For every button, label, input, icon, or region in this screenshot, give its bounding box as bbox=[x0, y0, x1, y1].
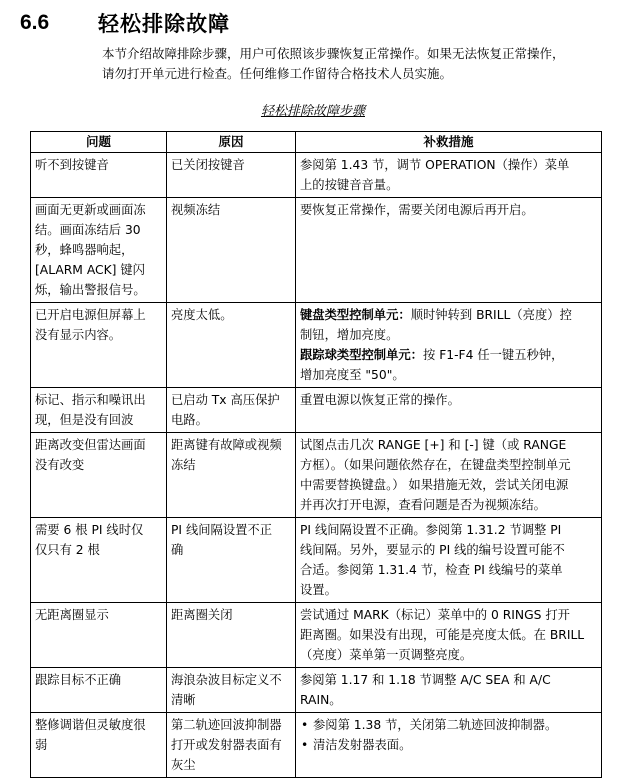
table-row bbox=[31, 388, 602, 433]
table-row bbox=[31, 198, 602, 303]
text-span: 按 F1-F4 任一键五秒钟， bbox=[422, 348, 564, 362]
text-line: 结。画面冻结后 30 bbox=[35, 223, 141, 237]
cause-cell bbox=[167, 153, 296, 198]
header-cause: 原因 bbox=[167, 132, 296, 153]
text-line: 方框）。（如果问题依然存在，在键盘类型控制单元 bbox=[300, 458, 571, 472]
table-row bbox=[31, 518, 602, 603]
text-line: 距离键有故障或视频 bbox=[171, 438, 282, 452]
cause-cell bbox=[167, 713, 296, 778]
text-line: 重置电源以恢复正常的操作。 bbox=[300, 393, 460, 407]
section-title: 轻松排除故障 bbox=[98, 12, 230, 36]
text-line: 跟踪目标不正确 bbox=[35, 673, 122, 687]
text-line: 冻结 bbox=[171, 458, 196, 472]
cause-cell bbox=[167, 668, 296, 713]
header-remedy: 补救措施 bbox=[296, 132, 602, 153]
text-line: 亮度太低。 bbox=[171, 308, 233, 322]
problem-cell bbox=[31, 388, 167, 433]
section-heading bbox=[20, 6, 230, 40]
problem-cell bbox=[31, 303, 167, 388]
cause-cell bbox=[167, 603, 296, 668]
problem-cell bbox=[31, 433, 167, 518]
table-row bbox=[31, 433, 602, 518]
problem-cell bbox=[31, 153, 167, 198]
remedy-cell bbox=[296, 433, 602, 518]
table-row bbox=[31, 153, 602, 198]
text-line: 上的按键音音量。 bbox=[300, 178, 399, 192]
problem-cell bbox=[31, 198, 167, 303]
cause-cell bbox=[167, 518, 296, 603]
remedy-cell bbox=[296, 713, 602, 778]
bullet-item: • 清洁发射器表面。 bbox=[300, 735, 597, 755]
text-line: 参阅第 1.43 节，调节 OPERATION（操作）菜单 bbox=[300, 158, 570, 172]
cause-cell bbox=[167, 303, 296, 388]
text-line: 已关闭按键音 bbox=[171, 158, 245, 172]
text-line: 增加亮度至 "50"。 bbox=[300, 368, 405, 382]
remedy-cell bbox=[296, 668, 602, 713]
text-line: 电路。 bbox=[171, 413, 208, 427]
problem-cell bbox=[31, 713, 167, 778]
remedy-cell bbox=[296, 518, 602, 603]
text-line: 要恢复正常操作，需要关闭电源后再开启。 bbox=[300, 203, 534, 217]
text-line: 并再次打开电源，查看问题是否为视频冻结。 bbox=[300, 498, 546, 512]
text-line: 距离圈。如果没有出现，可能是亮度太低。在 BRILL bbox=[300, 628, 585, 642]
text-line: 整修调谐但灵敏度很 bbox=[35, 718, 146, 732]
text-line: 弱 bbox=[35, 738, 48, 752]
intro-paragraph bbox=[102, 44, 607, 84]
text-line: 仅只有 2 根 bbox=[35, 543, 100, 557]
header-problem: 问题 bbox=[31, 132, 167, 153]
text-line: 没有显示内容。 bbox=[35, 328, 122, 342]
text-span: 顺时钟转到 BRILL（亮度）控 bbox=[410, 308, 572, 322]
remedy-cell bbox=[296, 153, 602, 198]
intro-line: 请勿打开单元进行检查。任何维修工作留待合格技术人员实施。 bbox=[102, 66, 453, 81]
text-line: 制钮，增加亮度。 bbox=[300, 328, 399, 342]
text-line bbox=[300, 345, 597, 365]
problem-cell bbox=[31, 518, 167, 603]
table-header-row bbox=[31, 132, 602, 153]
remedy-cell bbox=[296, 603, 602, 668]
text-line: 设置。 bbox=[300, 583, 337, 597]
problem-cell bbox=[31, 668, 167, 713]
text-line: 已启动 Tx 高压保护 bbox=[171, 393, 280, 407]
text-line: 第二轨迹回波抑制器 bbox=[171, 718, 282, 732]
remedy-cell bbox=[296, 388, 602, 433]
cause-cell bbox=[167, 198, 296, 303]
text-line: 距离改变但雷达画面 bbox=[35, 438, 146, 452]
text-line bbox=[300, 305, 597, 325]
text-line: 尝试通过 MARK（标记）菜单中的 0 RINGS 打开 bbox=[300, 608, 570, 622]
intro-line: 本节介绍故障排除步骤，用户可依照该步骤恢复正常操作。如果无法恢复正常操作， bbox=[102, 46, 565, 61]
section-number: 6.6 bbox=[20, 11, 50, 34]
text-line: 需要 6 根 PI 线时仅 bbox=[35, 523, 144, 537]
text-line: 试图点击几次 RANGE [+] 和 [-] 键（或 RANGE bbox=[300, 438, 567, 452]
bullet-item: • 参阅第 1.38 节，关闭第二轨迹回波抑制器。 bbox=[300, 715, 597, 735]
table-row bbox=[31, 303, 602, 388]
text-line: 海浪杂波目标定义不 bbox=[171, 673, 282, 687]
cause-cell bbox=[167, 433, 296, 518]
text-line: 标记、指示和噪讯出 bbox=[35, 393, 146, 407]
text-line: PI 线间隔设置不正确。参阅第 1.31.2 节调整 PI bbox=[300, 523, 562, 537]
text-line: 听不到按键音 bbox=[35, 158, 109, 172]
text-line: 合适。参阅第 1.31.4 节，检查 PI 线编号的菜单 bbox=[300, 563, 563, 577]
remedy-cell bbox=[296, 198, 602, 303]
remedy-cell bbox=[296, 303, 602, 388]
text-line: 灰尘 bbox=[171, 758, 196, 772]
text-line: 线间隔。另外，要显示的 PI 线的编号设置可能不 bbox=[300, 543, 565, 557]
text-line: 视频冻结 bbox=[171, 203, 221, 217]
text-line: 无距离圈显示 bbox=[35, 608, 109, 622]
text-line: 秒，蜂鸣器响起， bbox=[35, 243, 134, 257]
table-row bbox=[31, 603, 602, 668]
table-row bbox=[31, 713, 602, 778]
text-line: 画面无更新或画面冻 bbox=[35, 203, 146, 217]
bullet-list bbox=[300, 715, 597, 755]
text-line: （亮度）菜单第一页调整亮度。 bbox=[300, 648, 473, 662]
text-line: 没有改变 bbox=[35, 458, 85, 472]
problem-cell bbox=[31, 603, 167, 668]
text-line: 烁，输出警报信号。 bbox=[35, 283, 146, 297]
text-line: 距离圈关闭 bbox=[171, 608, 233, 622]
text-line: 清晰 bbox=[171, 693, 196, 707]
table-title: 轻松排除故障步骤 bbox=[260, 104, 365, 119]
text-line: PI 线间隔设置不正 bbox=[171, 523, 273, 537]
text-line: [ALARM ACK] 键闪 bbox=[35, 263, 145, 277]
text-line: 参阅第 1.17 和 1.18 节调整 A/C SEA 和 A/C bbox=[300, 673, 551, 687]
trackball-unit-label: 跟踪球类型控制单元： bbox=[300, 348, 423, 362]
text-line: RAIN。 bbox=[300, 693, 342, 707]
cause-cell bbox=[167, 388, 296, 433]
text-line: 确 bbox=[171, 543, 184, 557]
keyboard-unit-label: 键盘类型控制单元： bbox=[300, 308, 411, 322]
text-line: 已开启电源但屏幕上 bbox=[35, 308, 146, 322]
text-line: 打开或发射器表面有 bbox=[171, 738, 282, 752]
text-line: 现，但是没有回波 bbox=[35, 413, 134, 427]
troubleshooting-table bbox=[30, 131, 602, 778]
text-line: 中需要替换键盘。） 如果措施无效，尝试关闭电源 bbox=[300, 478, 569, 492]
table-row bbox=[31, 668, 602, 713]
